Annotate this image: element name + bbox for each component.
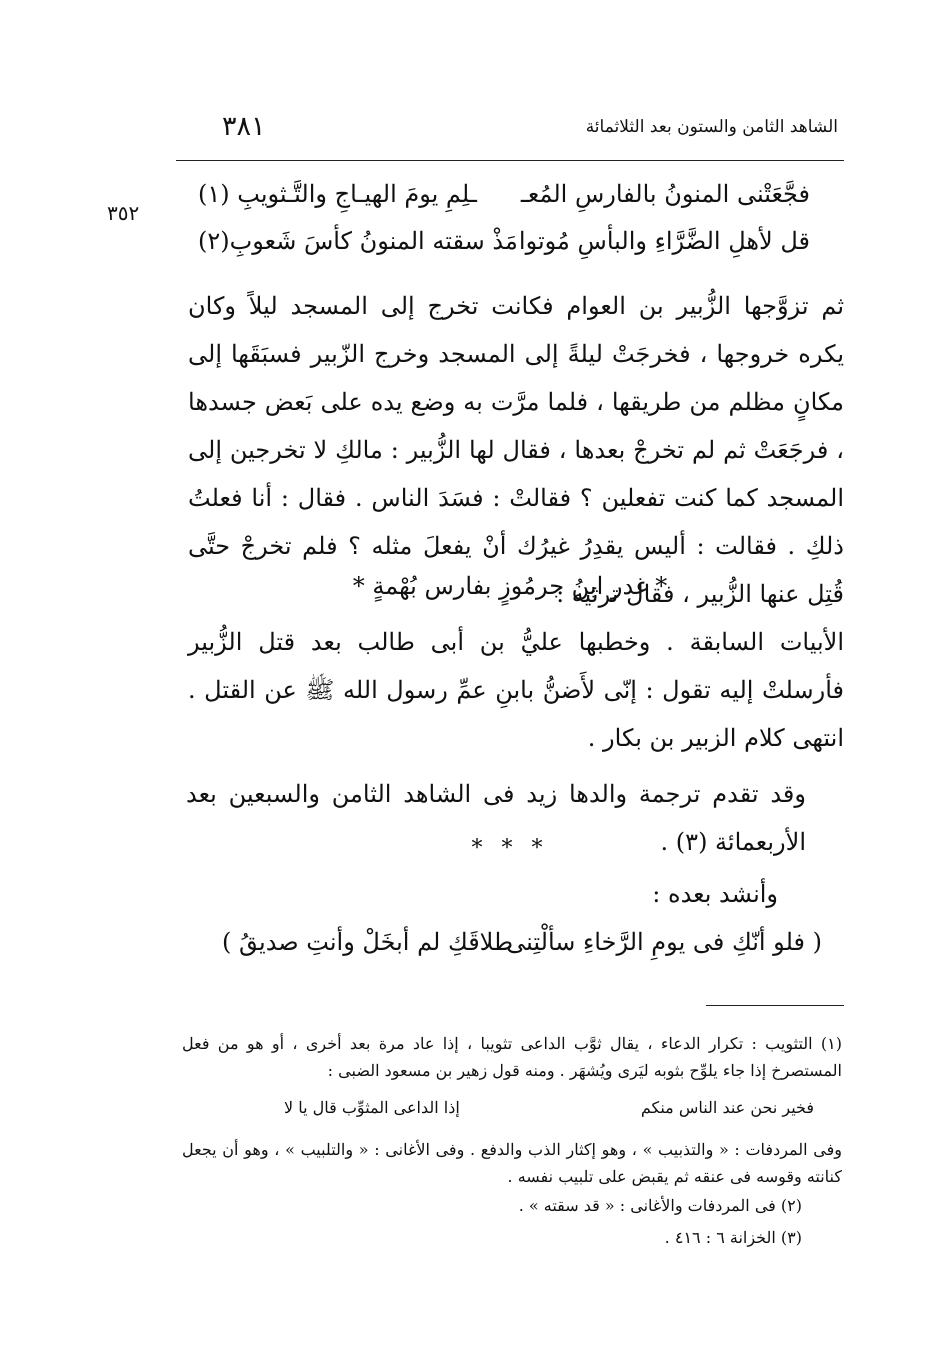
footnote-1-verse (284, 1098, 814, 1124)
narrative-paragraph-2: الأبيات السابقة . وخطبها عليُّ بن أبى طالب بعد قتل الزُّبير فأرسلتْ إليه تقول : إنّى لأَضنُّ بابنِ عمِّ رسول الله ﷺ عن القتل . انتهى كلام الزبير بن بكار . (188, 628, 844, 752)
verse-hemistich-first: قل لأهلِ الضَّرَّاءِ والبأسِ مُوتوا (518, 227, 810, 255)
verse-hemistich-second: طلاقَكِ لم أبخَلْ وأنتِ صديقُ ) (222, 928, 514, 956)
quoted-verse: * غدر ابنُ جرمُوزٍ بفارس بُهْمةٍ * (352, 572, 668, 600)
header-rule (176, 160, 844, 161)
verse-hemistich-first: فخير نحن عند الناس منكم (640, 1098, 814, 1117)
page-number: ٣٨١ (222, 111, 266, 142)
verse-hemistich-first: فجَّعَتْنى المنونُ بالفارسِ المُعـ (520, 180, 810, 208)
verse-hemistich-second: إذا الداعى المثوِّب قال يا لا (284, 1098, 460, 1117)
running-head: الشاهد الثامن والستون بعد الثلاثمائة (585, 117, 838, 137)
main-verse (222, 928, 822, 972)
footnote-rule (706, 1005, 844, 1006)
verse-hemistich-first: ( فلو أنّكِ فى يومِ الرَّخاءِ سألْتِنى (506, 928, 822, 956)
footnote-3: (٣) الخزانة ٦ : ٤١٦ . (664, 1228, 802, 1247)
footnote-2: (٢) فى المردفات والأغانى : « قد سقته » . (518, 1196, 802, 1215)
footnote-1-continued: وفى المردفات : « والتذبيب » ، وهو إكثار الذب والدفع . وفى الأغانى : « والتلبيب » ، وهو أن يجعل كنانته وقوسه فى عنقه ثم يقبض على تلبيب نفسه . (182, 1140, 842, 1186)
intro-line: وأنشد بعده : (652, 880, 778, 908)
section-separator: * * * (471, 836, 549, 861)
verse-hemistich-second: ـلِمِ يومَ الهيـاجِ والتَّـثويبِ (١) (198, 180, 477, 208)
poem-verse-2 (198, 227, 810, 271)
poem-verse-1 (198, 180, 810, 224)
verse-hemistich-second: مَذْ سقته المنونُ كأسَ شَعوبِ(٢) (198, 227, 518, 255)
margin-number: ٣٥٢ (107, 201, 140, 225)
narrative-paragraph-3: وقد تقدم ترجمة والدها زيد فى الشاهد الثامن والسبعين بعد الأربعمائة (٣) . (186, 780, 806, 856)
footnote-1: (١) التثويب : تكرار الدعاء ، يقال ثوَّب الداعى تثويبا ، إذا عاد مرة بعد أخرى ، أو هو من فعل المستصرخ إذا جاء يلوِّح بثوبه ليَرى ويُشهَر . ومنه قول زهير بن مسعود الضبى : (182, 1034, 842, 1080)
narrative-paragraph-1: ثم تزوَّجها الزُّبير بن العوام فكانت تخرج إلى المسجد ليلاً وكان يكره خروجها ، فخرجَتْ ليلةً إلى المسجد وخرج الزّبير فسبَقَها إلى مكانٍ مظلم من طريقها ، فلما مرَّت به وضع يده على بَعض جسدها ، فرجَعَتْ ثم لم تخرجْ بعدها ، فقال لها الزُّبير : مالكِ لا تخرجين إلى المسجد كما كنت تفعلين ؟ فقالتْ : فسَدَ الناس . فقال : أنا فعلتُ ذلكِ . فقالت : أليس يقدِرُ غيرُك أنْ يفعلَ مثله ؟ فلم تخرجْ حتَّى قُتِل عنها الزُّبير ، فقال ترثيه : (188, 292, 845, 608)
